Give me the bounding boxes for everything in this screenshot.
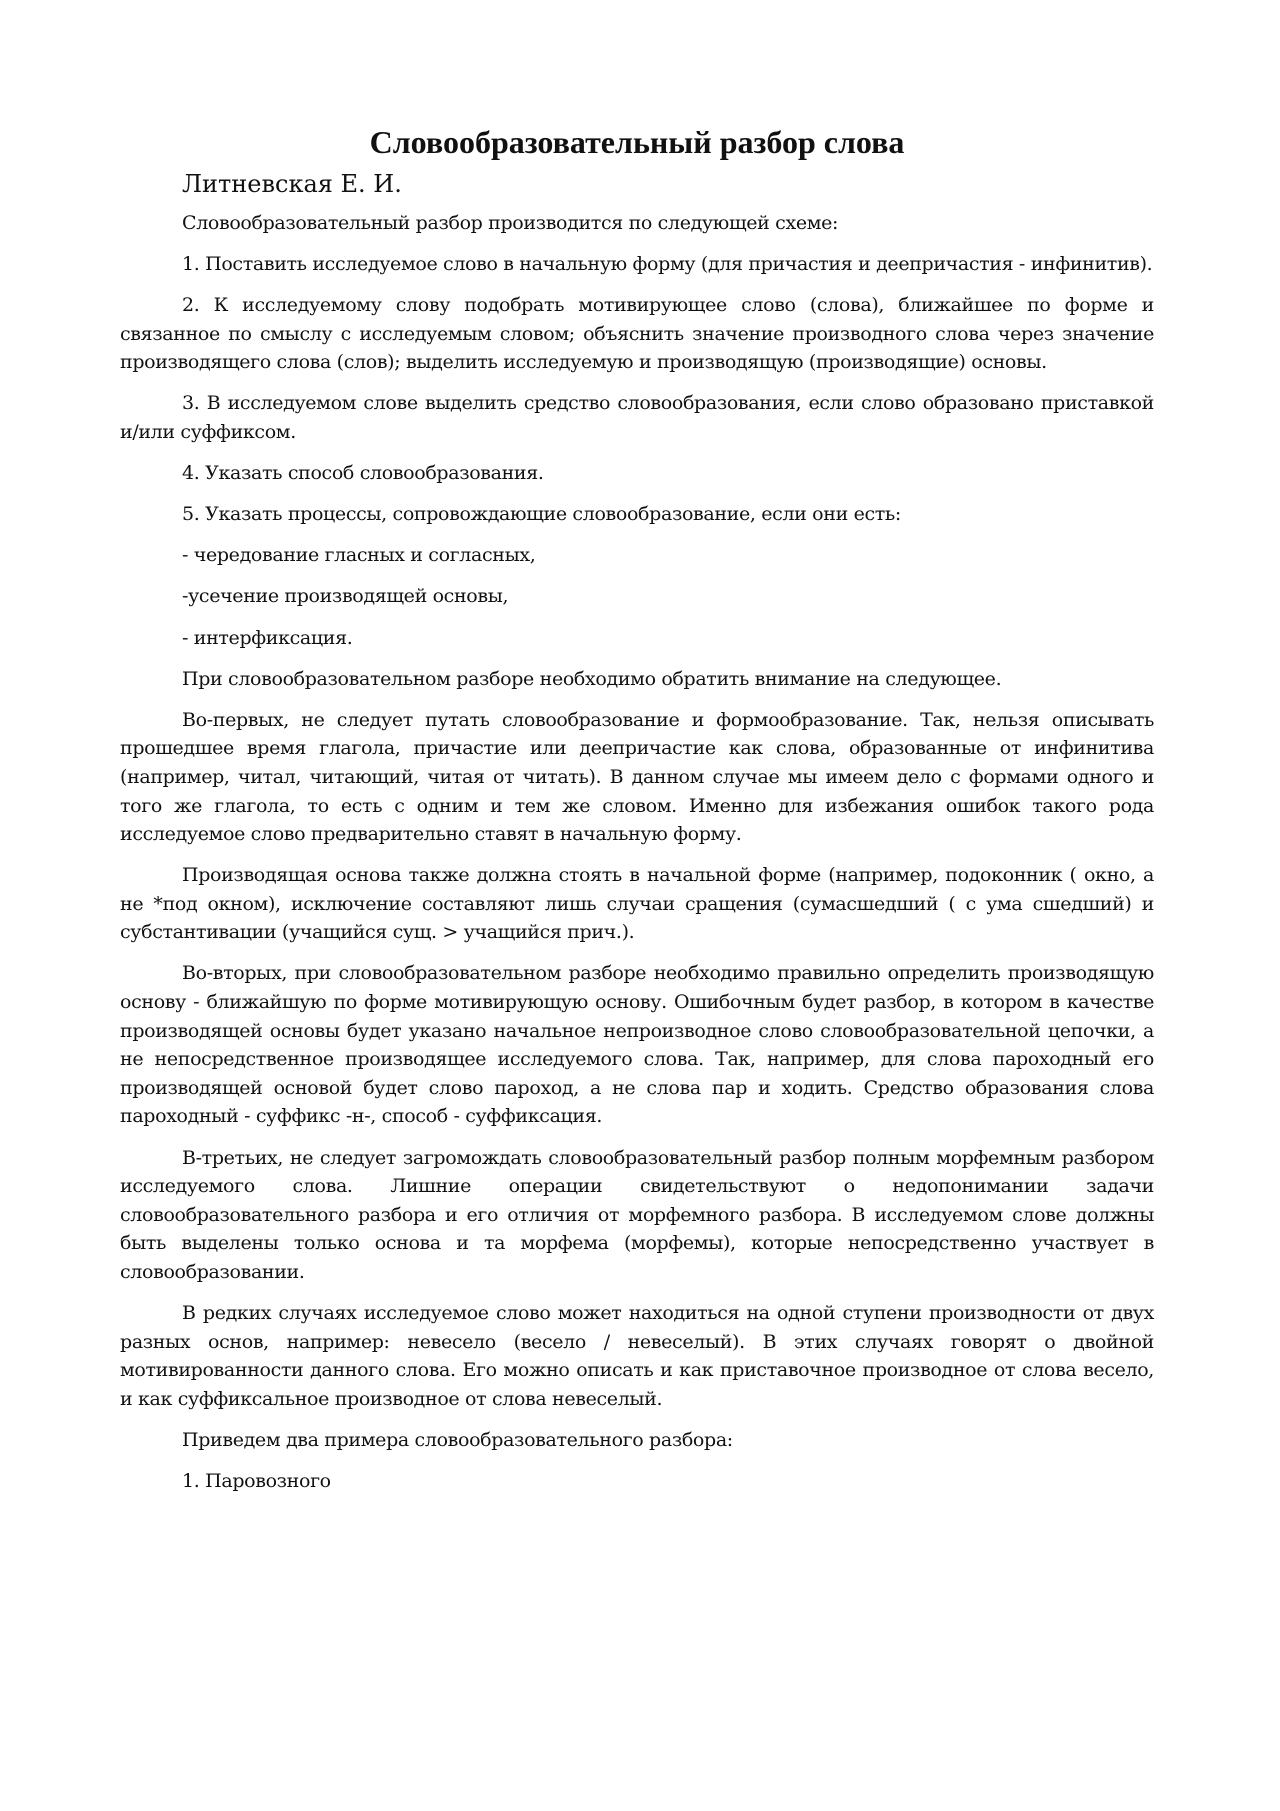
list-item-step-4: 4. Указать способ словообразования. — [182, 462, 544, 485]
paragraph-thirdly: В-третьих, не следует загромождать словообразовательный разбор полным морфемным разбором исследуемого слова. Лишние операции свидетельствуют о недопонимании задачи словообразовательного разбора и его отличия от морфемного разбора. В исследуемом слове должны быть выделены только основа и та морфема (морфемы), которые непосредственно участвует в словообразовании. — [120, 1146, 1154, 1283]
paragraph-attention: При словообразовательном разборе необходимо обратить внимание на следующее. — [182, 667, 1002, 690]
paragraph-examples-intro: Приведем два примера словообразовательного разбора: — [182, 1428, 733, 1451]
paragraph-firstly: Во-первых, не следует путать словообразование и формообразование. Так, нельзя описывать прошедшее время глагола, причастие или деепричастие как слова, образованные от инфинитива (например, читал, читающий, читая от читать). В данном случае мы имеем дело с формами одного и того же глагола, то есть с одним и тем же словом. Именно для избежания ошибок такого рода исследуемое слово предварительно ставят в начальную форму. — [120, 708, 1154, 846]
paragraph-intro: Словообразовательный разбор производится по следующей схеме: — [182, 212, 839, 234]
list-item-step-5: 5. Указать процессы, сопровождающие словообразование, если они есть: — [182, 503, 901, 526]
sub-item-alternation: - чередование гласных и согласных, — [182, 544, 536, 567]
sub-item-interfixation: - интерфиксация. — [182, 626, 353, 649]
paragraph-base-form: Производящая основа также должна стоять в начальной форме (например, подоконник ( окно, а не *под окном), исключение составляют лишь случаи сращения (сумасшедший ( с ума сшедший) и субстантивации (учащийся сущ. > учащийся прич.). — [120, 864, 1154, 944]
paragraph-double-motivation: В редких случаях исследуемое слово может находиться на одной ступени производности от двух разных основ, например: невесело (весело / невеселый). В этих случаях говорят о двойной мотивированности данного слова. Его можно описать и как приставочное производное от слова весело, и как суффиксальное производное от слова невеселый. — [120, 1302, 1154, 1410]
list-item-step-2: 2. К исследуемому слову подобрать мотивирующее слово (слова), ближайшее по форме и связанное по смыслу с исследуемым словом; объяснить значение производного слова через значение производящего слова (слов); выделить исследуемую и производящую (производящие) основы. — [120, 294, 1154, 374]
document-author: Литневская Е. И. — [182, 170, 402, 198]
document-title: Словообразовательный разбор слова — [369, 124, 905, 160]
list-item-step-3: 3. В исследуемом слове выделить средство словообразования, если слово образовано приставкой и/или суффиксом. — [120, 392, 1154, 444]
sub-item-truncation: -усечение производящей основы, — [182, 585, 509, 608]
list-item-step-1: 1. Поставить исследуемое слово в начальную форму (для причастия и деепричастия - инфинитив). — [182, 253, 1153, 276]
paragraph-secondly: Во-вторых, при словообразовательном разборе необходимо правильно определить производящую основу - ближайшую по форме мотивирующую основу. Ошибочным будет разбор, в котором в качестве производящей основы будет указано начальное непроизводное слово словообразовательной цепочки, а не непосредственное производящее исследуемого слова. Так, например, для слова пароходный его производящей основой будет слово пароход, а не слова пар и ходить. Средство образования слова пароходный - суффикс -н-, способ - суффиксация. — [120, 962, 1154, 1128]
example-item-1: 1. Паровозного — [182, 1469, 331, 1492]
document-page — [120, 122, 1154, 1508]
